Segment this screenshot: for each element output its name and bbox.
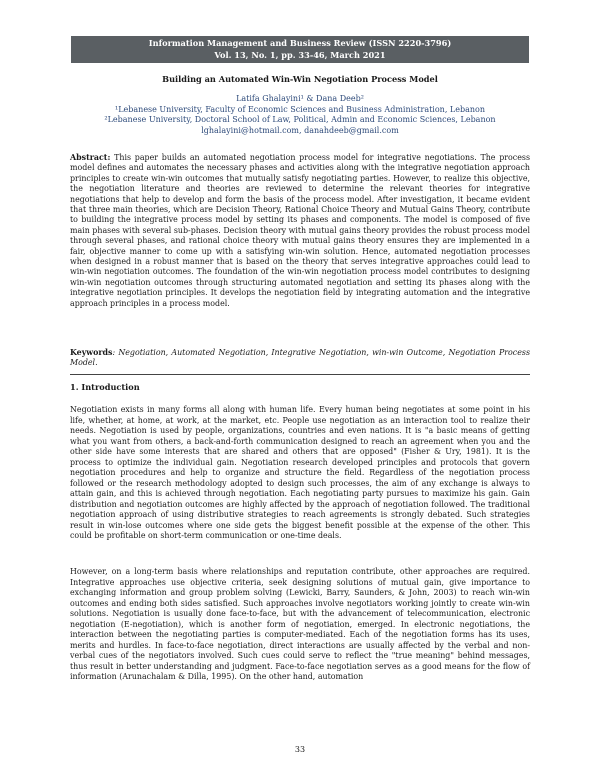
keywords [70, 348, 530, 369]
journal-volume: Vol. 13, No. 1, pp. 33-46, March 2021 [214, 50, 386, 60]
paper-title: Building an Automated Win-Win Negotiation Process Model [162, 74, 438, 84]
journal-header-banner [71, 36, 529, 63]
section-divider [70, 374, 530, 375]
paragraph-2: However, on a long-term basis where relationships and reputation contribute, other approaches are required. Integrative approaches use objective criteria, seek designing solutions of mutual gain, give importance to exchanging information and group problem solving (Lewicki, Barry, Saunders, & John, 2003) to reach win-win outcomes and ending both sides satisfied. Such approaches involve negotiators working jointly to create win-win solutions. Negotiation is usually done face-to-face, but with the advancement of telecommunication, electronic negotiation (E-negotiation), which is another form of negotiation, emerged. In electronic negotiations, the interaction between the negotiating parties is computer-mediated. Each of the negotiation forms has its uses, merits and hurdles. In face-to-face negotiation, direct interactions are usually affected by the verbal and non-verbal cues of the negotiators involved. Such cues could serve to reflect the "true meaning" behind messages, thus result in better understanding and judgment. Face-to-face negotiation serves as a good means for the flow of information (Arunachalam & Dilla, 1995). On the other hand, automation [70, 567, 530, 681]
paragraph-1: Negotiation exists in many forms all along with human life. Every human being negotiates at some point in his life, whether, at home, at work, at the market, etc. People use negotiation as an interaction tool to realize their needs. Negotiation is used by people, organizations, countries and even nations. It is "a basic means of getting what you want from others, a back-and-forth communication designed to reach an agreement when you and the other side have some interests that are shared and others that are opposed" (Fisher & Ury, 1981). It is the process to optimize the individual gain. Negotiation research developed principles and protocols that govern negotiation procedures and help to organize and structure the field. Regardless of the negotiation process followed or the research methodology adopted to design such processes, the aim of any exchange is always to attain gain, and this is achieved through negotiation. Each negotiating party pursues to maximize his gain. Gain distribution and negotiation outcomes are highly affected by the approach of negotiation followed. The traditional negotiation approach of using distributive strategies to reach agreements is strongly debated. Such strategies result in win-lose outcomes where one side gets the biggest benefit possible at the expense of the other. This could be profitable on short-term communication or one-time deals. [70, 405, 530, 540]
abstract-label: Abstract: [70, 153, 111, 162]
author-block [70, 94, 530, 136]
keywords-text: : Negotiation, Automated Negotiation, Integrative Negotiation, win-win Outcome, Negotiation Process Model. [70, 348, 530, 368]
section-heading: 1. Introduction [70, 382, 140, 392]
journal-name: Information Management and Business Review (ISSN 2220-3796) [148, 38, 452, 48]
abstract-text: This paper builds an automated negotiation process model for integrative negotiations. The process model defines and automates the necessary phases and activities along with the integrative negotiation approach principles to create win-win outcomes that mutually satisfy negotiating parties. However, to realize this objective, the negotiation literature and theories are reviewed to determine the relevant theories for integrative negotiations that help to develop and form the basis of the process model. After investigation, it became evident that three main theories, which are Decision Theory, Rational Choice Theory and Mutual Gains Theory, contribute to building the integrative process model by setting its phases and components. The model is composed of five main phases with several sub-phases. Decision theory with mutual gains theory provides the robust process model through several phases, and rational choice theory with mutual gains theory ensures they are implemented in a fair, objective manner to come up with a satisfying win-win solution. Hence, automated negotiation processes when designed in a robust manner that is based on the theory that serves integrative approaches could lead to win-win negotiation outcomes. The foundation of the win-win negotiation process model contributes to designing win-win negotiation outcomes through structuring automated negotiation and setting its phases along with the integrative negotiation principles. It develops the negotiation field by integrating automation and the integrative approach principles in a process model. [70, 153, 530, 308]
abstract [70, 153, 530, 309]
page-number: 33 [294, 745, 306, 754]
author-emails: lghalayini@hotmail.com, danahdeeb@gmail.com [201, 125, 399, 135]
author-names: Latifa Ghalayini¹ & Dana Deeb² [236, 94, 364, 103]
keywords-label: Keywords [70, 348, 113, 357]
affiliation-1: ¹Lebanese University, Faculty of Economic Sciences and Business Administration, Lebanon [115, 104, 485, 114]
affiliation-2: ²Lebanese University, Doctoral School of Law, Political, Admin and Economic Sciences, Lebanon [104, 115, 496, 124]
